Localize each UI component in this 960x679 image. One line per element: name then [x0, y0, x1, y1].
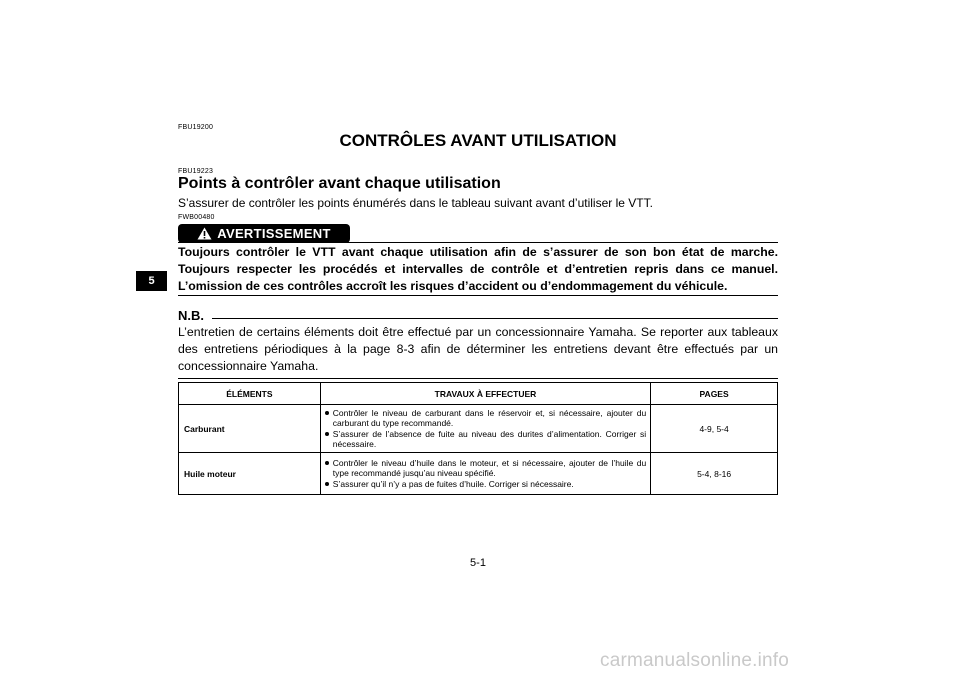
chapter-tab: 5 — [136, 271, 167, 291]
pages-cell: 5-4, 8-16 — [651, 453, 778, 495]
warning-label: AVERTISSEMENT — [217, 226, 331, 241]
note-label: N.B. — [178, 308, 204, 323]
task-item: S’assurer qu’il n’y a pas de fuites d’huile. Corriger si nécessaire. — [325, 479, 646, 490]
bullet-icon — [325, 408, 333, 429]
section-title: Points à contrôler avant chaque utilisation — [178, 175, 501, 192]
section-code: FBU19223 — [178, 168, 214, 175]
note-bottom-rule — [178, 378, 778, 379]
note-text: L’entretien de certains éléments doit être effectué par un concessionnaire Yamaha. Se reporter aux tableaux des entretiens périodiques à la page 8-3 afin de déterminer les entretiens devant être effectués par un concessionnaire Yamaha. — [178, 325, 778, 373]
title-code: FBU19200 — [178, 124, 214, 131]
bullet-icon — [325, 458, 333, 479]
bullet-icon — [325, 479, 333, 490]
inspection-table — [178, 382, 778, 495]
warning-code: FWB00480 — [178, 214, 215, 221]
warning-badge — [178, 224, 350, 243]
table-header-row — [179, 383, 778, 405]
note-rule — [212, 318, 778, 319]
column-header: TRAVAUX À EFFECTUER — [320, 383, 650, 405]
element-cell: Huile moteur — [179, 453, 321, 495]
warning-bottom-rule — [178, 295, 778, 296]
page-number: 5-1 — [470, 557, 486, 569]
intro-text: S’assurer de contrôler les points énumérés dans le tableau suivant avant d’utiliser le VTT. — [178, 196, 653, 210]
task-item: Contrôler le niveau d’huile dans le moteur, et si nécessaire, ajouter de l’huile du type recommandé jusqu’au niveau spécifié. — [325, 458, 646, 479]
bullet-icon — [325, 429, 333, 450]
table-row — [179, 405, 778, 453]
tasks-cell — [320, 405, 650, 453]
element-cell: Carburant — [179, 405, 321, 453]
column-header: PAGES — [651, 383, 778, 405]
watermark: carmanualsonline.info — [600, 650, 790, 671]
warning-text: Toujours contrôler le VTT avant chaque utilisation afin de s’assurer de son bon état de marche. Toujours respecter les procédés et intervalles de contrôle et d’entretien repris dans ce manuel. L’omission de ces contrôles accroît les risques d’accident ou d’endommagement du véhicule. — [178, 245, 778, 293]
pages-cell: 4-9, 5-4 — [651, 405, 778, 453]
column-header: ÉLÉMENTS — [179, 383, 321, 405]
table-row — [179, 453, 778, 495]
warning-triangle-icon — [197, 227, 212, 240]
warning-top-rule — [178, 242, 778, 243]
task-item: S’assurer de l’absence de fuite au niveau des durites d’alimentation. Corriger si nécessaire. — [325, 429, 646, 450]
page-title: CONTRÔLES AVANT UTILISATION — [339, 131, 617, 150]
task-item: Contrôler le niveau de carburant dans le réservoir et, si nécessaire, ajouter du carburant du type recommandé. — [325, 408, 646, 429]
tasks-cell — [320, 453, 650, 495]
